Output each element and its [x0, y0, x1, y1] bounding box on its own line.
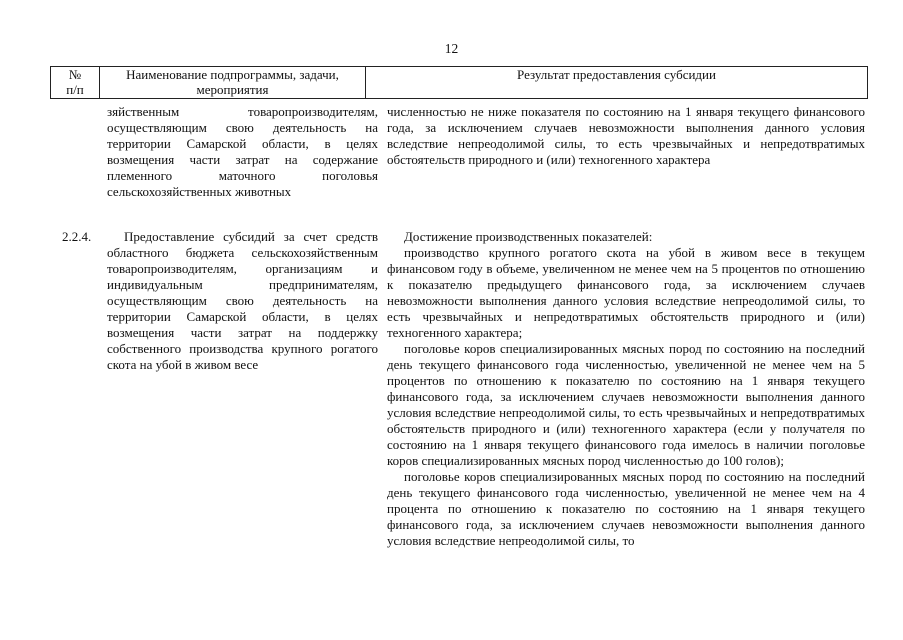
row-name-text: Предоставление субсидий за счет средств областного бюджета сельскохозяйственным товаропроизводителям, организациям и индивидуальным предпринимателям, осуществляющим свою деятельность на территории Самарской области, в целях возмещения части затрат на поддержку собственного производства крупного рогатого скота на убой в живом весе [107, 229, 378, 372]
header-name-line2: мероприятия [196, 82, 269, 97]
header-number-abbr: п/п [66, 82, 84, 97]
header-cell-result [366, 67, 868, 99]
header-number-sign: № [68, 67, 82, 82]
row-result [387, 229, 865, 549]
result-heading: Достижение производственных показателей: [404, 229, 653, 244]
result-paragraph-1: производство крупного рогатого скота на убой в живом весе в текущем финансовом году в объеме, увеличенном не менее чем на 5 процентов по отношению к показателю предыдущего финансового года, за исключением случаев невозможности выполнения данного условия вследствие непреодолимой силы, то есть чрезвычайных и непредотвратимых обстоятельств природного и (или) техногенного характера; [387, 245, 865, 340]
result-paragraph-2: поголовье коров специализированных мясных пород по состоянию на последний день текущего финансового года численностью, увеличенной не менее чем на 5 процентов по отношению к показателю по состоянию на 1 января текущего финансового года, за исключением случаев невозможности выполнения данного условия вследствие непреодолимой силы, то есть чрезвычайных и непредотвратимых обстоятельств природного и (или) техногенного характера (если у получателя по состоянию на 1 января текущего финансового года имелось в наличии поголовье коров специализированных мясных пород численностью до 100 голов); [387, 341, 865, 468]
header-name-line1: Наименование подпрограммы, задачи, [126, 67, 339, 82]
continued-result-text: численностью не ниже показателя по состоянию на 1 января текущего финансового года, за исключением случаев невозможности выполнения данного условия вследствие непреодолимой силы, то есть чрезвычайных и непредотвратимых обстоятельств природного и (или) техногенного характера [387, 104, 865, 167]
result-paragraph-3: поголовье коров специализированных мясных пород по состоянию на последний день текущего финансового года численностью, увеличенной не менее чем на 4 процента по отношению к показателю по состоянию на 1 января текущего финансового года, за исключением случаев невозможности выполнения данного условия вследствие непреодолимой силы, то [387, 469, 865, 548]
continued-name-text: зяйственным товаропроизводителям, осуществляющим свою деятельность на территории Самарской области, в целях возмещения части затрат на содержание племенного маточного поголовья сельскохозяйственных животных [107, 104, 378, 199]
continued-row-name [107, 104, 378, 200]
header-result-label: Результат предоставления субсидии [517, 67, 716, 82]
continued-row-result [387, 104, 865, 168]
header-cell-name [100, 67, 366, 99]
page-number: 12 [444, 41, 459, 56]
row-number: 2.2.4. [62, 229, 92, 244]
table-header [50, 66, 868, 99]
header-cell-number [51, 67, 100, 99]
row-name [107, 229, 378, 373]
